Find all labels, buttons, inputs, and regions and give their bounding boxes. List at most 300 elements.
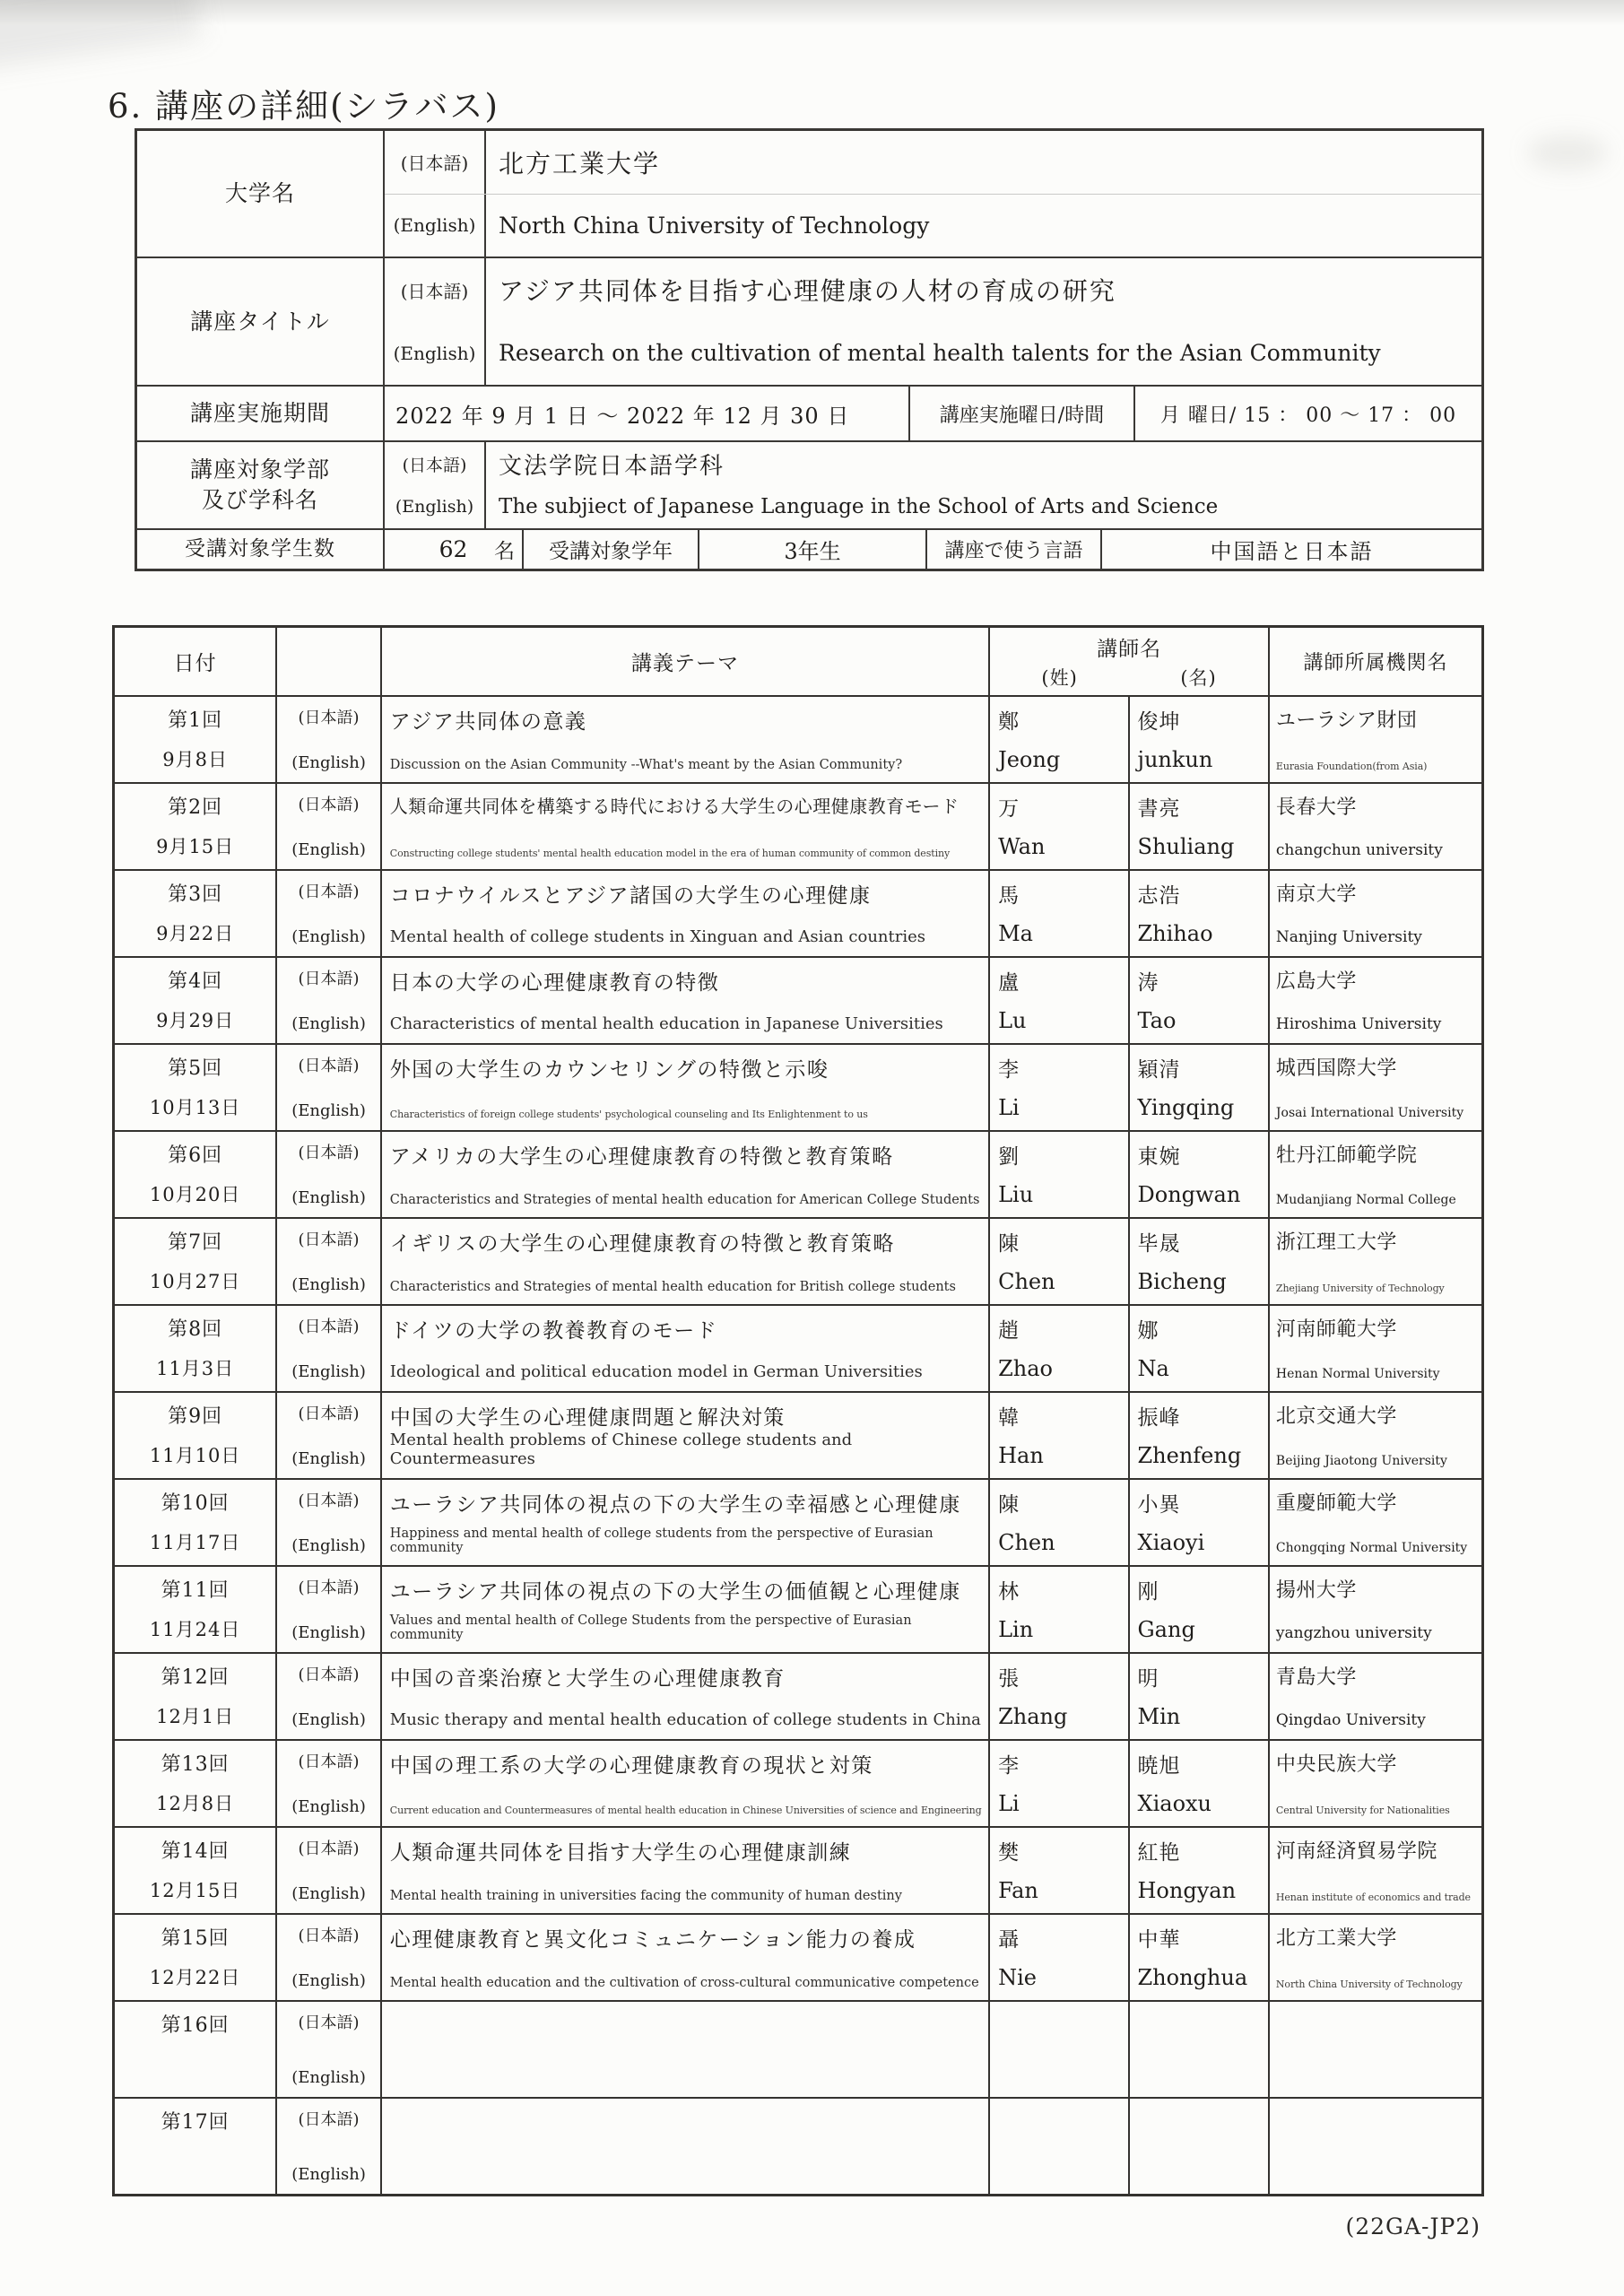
theme-ja: 中国の音楽治療と大学生の心理健康教育	[389, 1667, 786, 1691]
affiliation-en: Nanjing University	[1275, 928, 1422, 946]
en-label: (English)	[291, 1971, 366, 1990]
surname-cell	[988, 1915, 1127, 2000]
lecture-number: 第5回	[168, 1057, 223, 1080]
given-name-en: Zhenfeng	[1137, 1443, 1242, 1468]
given-name-en: Shuliang	[1137, 834, 1235, 859]
table-row	[115, 1217, 1481, 1304]
given-name-ja: 俊坤	[1137, 710, 1181, 734]
surname-cell	[988, 1045, 1127, 1130]
affiliation-ja: 牡丹江師範学院	[1275, 1144, 1418, 1167]
given-name-cell	[1128, 784, 1268, 869]
affiliation-ja: 青島大学	[1275, 1666, 1357, 1689]
period-label: 講座実施期間	[189, 400, 330, 427]
students-count	[383, 530, 522, 569]
lecture-date: 9月8日	[162, 749, 228, 770]
given-name-cell	[1128, 2099, 1268, 2194]
language-label-cell	[275, 1741, 380, 1826]
surname-en: Nie	[998, 1965, 1037, 1990]
theme-en: Characteristics of foreign college students' psychological counseling and Its Enlightenment to us	[389, 1109, 868, 1120]
surname-ja: 馬	[998, 884, 1020, 908]
theme-ja: 心理健康教育と異文化コミュニケーション能力の養成	[389, 1928, 916, 1952]
header-date: 日付	[173, 652, 217, 675]
affiliation-cell	[1268, 871, 1481, 956]
given-name-en: Hongyan	[1137, 1878, 1237, 1903]
affiliation-cell	[1268, 1654, 1481, 1739]
given-name-ja: 穎清	[1137, 1058, 1181, 1082]
given-name-ja: 書亮	[1137, 797, 1181, 821]
theme-en: Characteristics and Strategies of mental health education for American College Students	[389, 1193, 980, 1207]
ja-label: (日本語)	[298, 1926, 360, 1945]
surname-cell	[988, 1741, 1127, 1826]
given-name-ja: 振峰	[1137, 1406, 1181, 1430]
affiliation-ja: 広島大学	[1275, 970, 1357, 993]
given-name-en: Zhonghua	[1137, 1965, 1248, 1990]
day-time-label: 講座実施曜日/時間	[908, 387, 1133, 440]
lecture-number: 第17回	[161, 2111, 230, 2134]
affiliation-cell	[1268, 1393, 1481, 1478]
en-label: (English)	[291, 1623, 366, 1642]
affiliation-cell	[1268, 2002, 1481, 2097]
header-affiliation: 講師所属機関名	[1268, 628, 1481, 695]
affiliation-ja: 城西国際大学	[1275, 1057, 1397, 1080]
table-row	[115, 869, 1481, 956]
affiliation-ja: 長春大学	[1275, 796, 1357, 819]
given-name-ja: 小異	[1137, 1493, 1181, 1517]
table-row	[115, 1478, 1481, 1565]
theme-ja: 人類命運共同体を構築する時代における大学生の心理健康教育モード	[389, 796, 960, 817]
affiliation-en: Chongqing Normal University	[1275, 1541, 1468, 1555]
period-value: 2022 年 9 月 1 日 ～ 2022 年 12 月 30 日	[383, 387, 908, 440]
theme-en: Music therapy and mental health education of college students in China	[389, 1710, 981, 1729]
date-cell	[115, 2002, 275, 2097]
surname-cell	[988, 784, 1127, 869]
header-lecturer-title: 講師名	[1097, 638, 1162, 661]
theme-en: Discussion on the Asian Community --What's meant by the Asian Community?	[389, 758, 903, 772]
given-name-en: Xiaoxu	[1137, 1791, 1212, 1816]
scan-artifact-top	[0, 0, 1624, 32]
lecture-number: 第2回	[168, 796, 223, 819]
language-label-cell	[275, 2099, 380, 2194]
table-row	[115, 1304, 1481, 1391]
language-label-cell	[275, 1828, 380, 1913]
given-name-cell	[1128, 1915, 1268, 2000]
lecture-number: 第13回	[161, 1753, 230, 1776]
surname-ja: 劉	[998, 1145, 1020, 1169]
affiliation-cell	[1268, 1828, 1481, 1913]
surname-en: Fan	[998, 1878, 1038, 1903]
surname-ja: 陳	[998, 1493, 1020, 1517]
table-row	[115, 1826, 1481, 1913]
theme-cell	[380, 1741, 988, 1826]
given-name-ja: 刚	[1137, 1580, 1159, 1604]
theme-en: Values and mental health of College Students from the perspective of Eurasian community	[389, 1613, 912, 1642]
date-cell	[115, 1915, 275, 2000]
surname-en: Chen	[998, 1269, 1055, 1294]
given-name-cell	[1128, 1480, 1268, 1565]
students-count-value: 62	[439, 536, 468, 562]
theme-ja: ユーラシア共同体の視点の下の大学生の幸福感と心理健康	[389, 1493, 961, 1517]
given-name-en: Yingqing	[1137, 1095, 1235, 1120]
lecture-number: 第14回	[161, 1840, 230, 1863]
theme-en: Happiness and mental health of college students from the perspective of Eurasian community	[389, 1526, 934, 1555]
affiliation-cell	[1268, 1480, 1481, 1565]
given-name-ja: 娜	[1137, 1319, 1159, 1343]
surname-cell	[988, 1654, 1127, 1739]
university-label: 大学名	[224, 180, 295, 207]
given-name-cell	[1128, 2002, 1268, 2097]
language-label-cell	[275, 1480, 380, 1565]
given-name-cell	[1128, 1306, 1268, 1391]
theme-ja: 中国の大学生の心理健康問題と解決対策	[389, 1406, 786, 1430]
theme-cell	[380, 958, 988, 1043]
affiliation-cell	[1268, 1567, 1481, 1652]
ja-label: (日本語)	[298, 883, 360, 901]
ja-label: (日本語)	[298, 1752, 360, 1771]
theme-en: Mental health education and the cultivation of cross-cultural communicative competence	[389, 1976, 979, 1990]
lecture-number: 第8回	[168, 1318, 223, 1341]
affiliation-ja: 河南経済貿易学院	[1275, 1840, 1437, 1863]
given-name-cell	[1128, 1567, 1268, 1652]
surname-cell	[988, 2099, 1127, 2194]
en-label: (English)	[291, 2068, 366, 2087]
department-ja: 文法学院日本語学科	[499, 452, 725, 480]
date-cell	[115, 1045, 275, 1130]
course-title-label: 講座タイトル	[190, 308, 330, 335]
given-name-cell	[1128, 871, 1268, 956]
language-label-cell	[275, 784, 380, 869]
affiliation-en: Henan institute of economics and trade	[1275, 1892, 1471, 1903]
affiliation-en: Hiroshima University	[1275, 1015, 1442, 1033]
language-label-cell	[275, 958, 380, 1043]
lecture-number: 第9回	[168, 1405, 223, 1428]
date-cell	[115, 2099, 275, 2194]
en-label: (English)	[291, 1797, 366, 1816]
affiliation-en: North China University of Technology	[1275, 1979, 1463, 1990]
affiliation-cell	[1268, 1741, 1481, 1826]
lecture-date: 10月13日	[149, 1097, 241, 1118]
date-cell	[115, 1219, 275, 1304]
given-name-cell	[1128, 1219, 1268, 1304]
given-name-ja: 志浩	[1137, 884, 1181, 908]
lecture-date: 9月29日	[156, 1010, 235, 1031]
header-lecturer	[988, 628, 1268, 695]
university-name-en: North China University of Technology	[499, 212, 930, 239]
lecture-date: 9月15日	[156, 836, 235, 857]
table-row	[115, 1913, 1481, 2000]
table-row	[115, 1391, 1481, 1478]
course-title-en: Research on the cultivation of mental health talents for the Asian Community	[499, 340, 1381, 367]
ja-label: (日本語)	[298, 1405, 360, 1423]
given-name-ja: 東婉	[1137, 1145, 1181, 1169]
given-name-en: Tao	[1137, 1008, 1177, 1033]
department-row	[137, 440, 1481, 528]
department-label-line1: 講座対象学部	[189, 457, 330, 483]
surname-ja: 万	[998, 797, 1020, 821]
given-name-cell	[1128, 1741, 1268, 1826]
surname-cell	[988, 2002, 1127, 2097]
lecture-number: 第11回	[161, 1579, 230, 1602]
affiliation-ja: 中央民族大学	[1275, 1753, 1397, 1776]
lecture-number: 第7回	[168, 1231, 223, 1254]
surname-ja: 韓	[998, 1406, 1020, 1430]
theme-en: Constructing college students' mental health education model in the era of human community of common destiny	[389, 848, 951, 859]
language-label-cell	[275, 2002, 380, 2097]
language-label-cell	[275, 1915, 380, 2000]
surname-ja: 陳	[998, 1232, 1020, 1256]
lecture-date: 11月3日	[156, 1358, 235, 1379]
language-label-cell	[275, 1654, 380, 1739]
given-name-cell	[1128, 1828, 1268, 1913]
surname-cell	[988, 1132, 1127, 1217]
given-name-ja: 中華	[1137, 1928, 1181, 1952]
header-given-name: (名)	[1180, 667, 1217, 689]
date-cell	[115, 1741, 275, 1826]
theme-cell	[380, 1045, 988, 1130]
surname-cell	[988, 1567, 1127, 1652]
affiliation-cell	[1268, 958, 1481, 1043]
affiliation-cell	[1268, 2099, 1481, 2194]
schedule-table	[112, 625, 1484, 2196]
given-name-cell	[1128, 1132, 1268, 1217]
table-row	[115, 2097, 1481, 2194]
theme-en: Ideological and political education model in German Universities	[389, 1362, 923, 1381]
surname-ja: 聶	[998, 1928, 1020, 1952]
theme-cell	[380, 1132, 988, 1217]
surname-cell	[988, 1219, 1127, 1304]
surname-cell	[988, 1480, 1127, 1565]
theme-ja: アメリカの大学生の心理健康教育の特徴と教育策略	[389, 1145, 894, 1169]
en-label: (English)	[291, 1275, 366, 1294]
schedule-rows	[115, 695, 1481, 2194]
theme-ja: 人類命運共同体を目指す大学生の心理健康訓練	[389, 1841, 852, 1865]
surname-en: Chen	[998, 1530, 1055, 1555]
theme-ja: 日本の大学の心理健康教育の特徴	[389, 971, 720, 995]
date-cell	[115, 1132, 275, 1217]
given-name-en: Min	[1137, 1704, 1181, 1729]
given-name-ja: 紅艳	[1137, 1841, 1181, 1865]
en-label: (English)	[291, 753, 366, 772]
affiliation-ja: 揚州大学	[1275, 1579, 1357, 1602]
theme-ja: コロナウイルスとアジア諸国の大学生の心理健康	[389, 884, 872, 908]
affiliation-ja: 重慶師範大学	[1275, 1492, 1397, 1515]
ja-label: (日本語)	[298, 796, 360, 814]
surname-en: Wan	[998, 834, 1046, 859]
theme-ja: アジア共同体の意義	[389, 710, 587, 734]
ja-label: (日本語)	[298, 1492, 360, 1510]
en-label: (English)	[385, 322, 486, 386]
language-label-cell	[275, 1393, 380, 1478]
surname-cell	[988, 1393, 1127, 1478]
schedule-header	[115, 628, 1481, 695]
day-time-value: 月 曜日/ 15 ： 00 ～ 17 ： 00	[1133, 387, 1481, 440]
ja-label: (日本語)	[298, 2013, 360, 2032]
ja-label: (日本語)	[298, 970, 360, 988]
language-label-cell	[275, 1219, 380, 1304]
department-label	[137, 442, 383, 528]
surname-cell	[988, 697, 1127, 782]
affiliation-en: Josai International University	[1275, 1106, 1464, 1120]
lecture-number: 第6回	[168, 1144, 223, 1167]
surname-en: Zhao	[998, 1356, 1053, 1381]
lecture-number: 第3回	[168, 883, 223, 906]
university-name-ja: 北方工業大学	[499, 148, 661, 178]
grade-value: 3年生	[698, 530, 925, 569]
en-label: (English)	[291, 2165, 366, 2184]
language-label-cell	[275, 697, 380, 782]
ja-label: (日本語)	[298, 1231, 360, 1249]
lecture-date: 12月15日	[149, 1880, 241, 1901]
en-label: (English)	[291, 1449, 366, 1468]
lecture-date: 10月27日	[149, 1271, 241, 1292]
theme-en: Current education and Countermeasures of mental health education in Chinese Universities of science and Engineering	[389, 1805, 982, 1816]
surname-ja: 李	[998, 1754, 1020, 1778]
period-row	[137, 385, 1481, 440]
given-name-ja: 涛	[1137, 971, 1159, 995]
course-title-row	[137, 257, 1481, 385]
surname-en: Lu	[998, 1008, 1027, 1033]
affiliation-en: Mudanjiang Normal College	[1275, 1193, 1456, 1207]
theme-cell	[380, 1915, 988, 2000]
table-row	[115, 1130, 1481, 1217]
surname-en: Li	[998, 1791, 1020, 1816]
affiliation-cell	[1268, 1306, 1481, 1391]
table-row	[115, 1739, 1481, 1826]
date-cell	[115, 1393, 275, 1478]
theme-en: Mental health problems of Chinese college students and Countermeasures	[389, 1431, 853, 1468]
course-info-table	[135, 128, 1484, 571]
lecture-number: 第12回	[161, 1666, 230, 1689]
lecture-number: 第10回	[161, 1492, 230, 1515]
table-row	[115, 1652, 1481, 1739]
lecture-number: 第4回	[168, 970, 223, 993]
lecture-date: 9月22日	[156, 923, 235, 944]
surname-en: Li	[998, 1095, 1020, 1120]
en-label: (English)	[291, 927, 366, 946]
surname-ja: 鄭	[998, 710, 1020, 734]
department-en: The subjiect of Japanese Language in the School of Arts and Science	[499, 495, 1219, 518]
language-label-cell	[275, 1132, 380, 1217]
given-name-en: Zhihao	[1137, 921, 1213, 946]
theme-en: Mental health of college students in Xinguan and Asian countries	[389, 927, 926, 946]
lecture-number: 第1回	[168, 709, 223, 732]
given-name-en: Bicheng	[1137, 1269, 1227, 1294]
surname-en: Liu	[998, 1182, 1034, 1207]
date-cell	[115, 1480, 275, 1565]
header-surname: (姓)	[1041, 667, 1078, 689]
header-lecturer-sub	[990, 664, 1268, 691]
affiliation-en: Henan Normal University	[1275, 1367, 1440, 1381]
ja-label: (日本語)	[298, 1144, 360, 1162]
given-name-ja: 暁旭	[1137, 1754, 1181, 1778]
theme-ja: 外国の大学生のカウンセリングの特徴と示唆	[389, 1058, 829, 1082]
given-name-cell	[1128, 1654, 1268, 1739]
affiliation-en: yangzhou university	[1275, 1624, 1432, 1642]
university-row	[137, 131, 1481, 257]
given-name-cell	[1128, 958, 1268, 1043]
lecture-date: 12月8日	[156, 1793, 235, 1814]
surname-cell	[988, 958, 1127, 1043]
scan-artifact-corner	[0, 0, 202, 70]
affiliation-cell	[1268, 697, 1481, 782]
surname-ja: 林	[998, 1580, 1020, 1604]
affiliation-en: changchun university	[1275, 841, 1443, 859]
surname-ja: 趙	[998, 1319, 1020, 1343]
ja-label: (日本語)	[298, 1578, 360, 1597]
date-cell	[115, 871, 275, 956]
given-name-ja: 明	[1137, 1667, 1159, 1691]
affiliation-ja: 河南師範大学	[1275, 1318, 1397, 1341]
course-title-ja: アジア共同体を目指す心理健康の人材の育成の研究	[499, 276, 1116, 307]
theme-ja: 中国の理工系の大学の心理健康教育の現状と対策	[389, 1754, 873, 1778]
affiliation-en: Beijing Jiaotong University	[1275, 1454, 1447, 1468]
lecture-date: 12月1日	[156, 1706, 235, 1727]
surname-ja: 樊	[998, 1841, 1020, 1865]
ja-label: (日本語)	[298, 1665, 360, 1684]
en-label: (English)	[291, 1014, 366, 1033]
given-name-en: Dongwan	[1137, 1182, 1241, 1207]
surname-cell	[988, 871, 1127, 956]
theme-cell	[380, 1219, 988, 1304]
theme-ja: ユーラシア共同体の視点の下の大学生の価値観と心理健康	[389, 1580, 961, 1604]
theme-cell	[380, 1306, 988, 1391]
footer-code: (22GA-JP2)	[1345, 2213, 1481, 2239]
lecture-date: 11月17日	[149, 1532, 241, 1553]
affiliation-cell	[1268, 1132, 1481, 1217]
theme-cell	[380, 1567, 988, 1652]
surname-en: Jeong	[998, 747, 1061, 772]
given-name-cell	[1128, 1393, 1268, 1478]
en-label: (English)	[385, 195, 486, 257]
header-language-col	[275, 628, 380, 695]
lecture-date: 12月22日	[149, 1967, 241, 1988]
table-row	[115, 695, 1481, 782]
ja-label: (日本語)	[298, 1318, 360, 1336]
affiliation-ja: 北方工業大学	[1275, 1927, 1397, 1950]
date-cell	[115, 784, 275, 869]
department-label-line2: 及び学科名	[201, 487, 318, 513]
theme-cell	[380, 697, 988, 782]
ja-label: (日本語)	[298, 709, 360, 727]
students-row	[137, 528, 1481, 569]
en-label: (English)	[291, 840, 366, 859]
surname-en: Ma	[998, 921, 1033, 946]
given-name-en: Gang	[1137, 1617, 1195, 1642]
affiliation-en: Qingdao University	[1275, 1711, 1426, 1729]
date-cell	[115, 1306, 275, 1391]
surname-ja: 盧	[998, 971, 1020, 995]
course-language-label: 講座で使う言語	[925, 530, 1100, 569]
ja-label: (日本語)	[298, 1839, 360, 1858]
theme-cell	[380, 1393, 988, 1478]
en-label: (English)	[385, 485, 486, 528]
surname-en: Zhang	[998, 1704, 1068, 1729]
theme-en: Mental health training in universities facing the community of human destiny	[389, 1889, 902, 1903]
theme-cell	[380, 1828, 988, 1913]
affiliation-cell	[1268, 1915, 1481, 2000]
lecture-date: 11月10日	[149, 1445, 241, 1466]
language-label-cell	[275, 1045, 380, 1130]
language-label-cell	[275, 1306, 380, 1391]
affiliation-cell	[1268, 1219, 1481, 1304]
theme-en: Characteristics of mental health education in Japanese Universities	[389, 1014, 943, 1033]
en-label: (English)	[291, 1188, 366, 1207]
en-label: (English)	[291, 1884, 366, 1903]
theme-cell	[380, 871, 988, 956]
theme-ja: ドイツの大学の教養教育のモード	[389, 1319, 718, 1343]
surname-cell	[988, 1828, 1127, 1913]
en-label: (English)	[291, 1101, 366, 1120]
given-name-en: junkun	[1137, 747, 1213, 772]
